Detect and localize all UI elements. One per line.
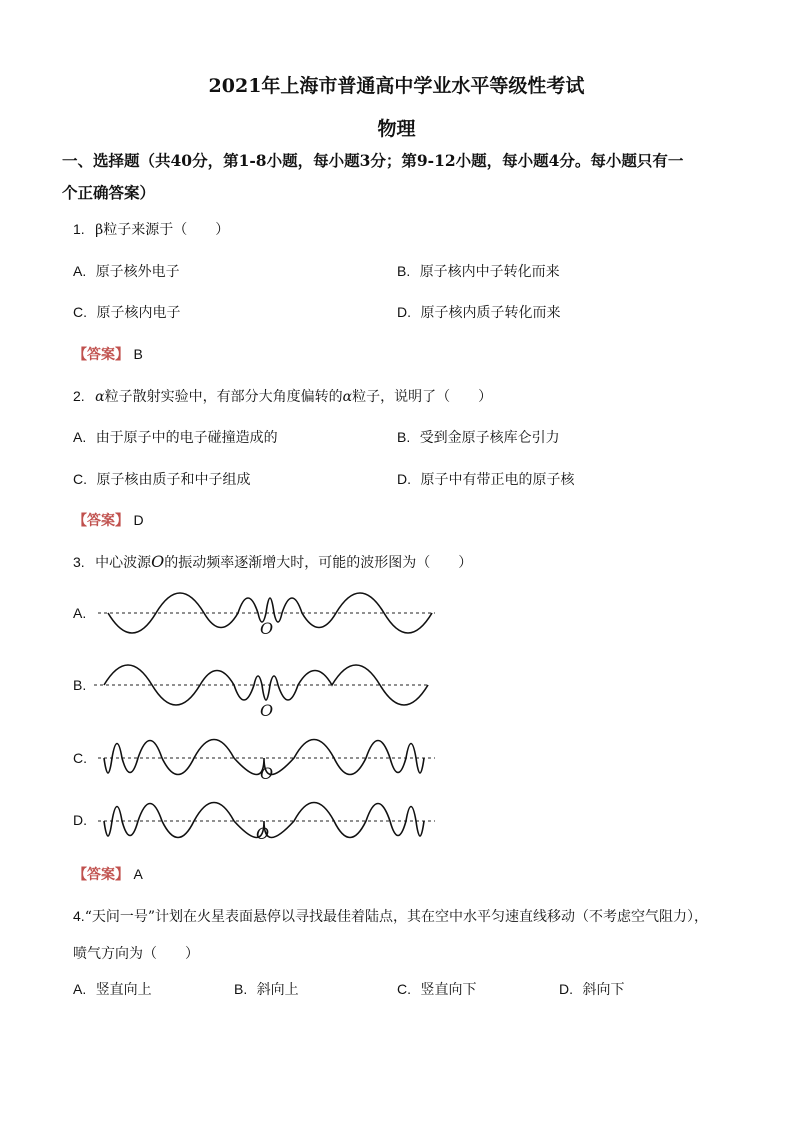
- q2-option-d: D. 原子中有带正电的原子核: [397, 471, 575, 488]
- wave-b-curve: [104, 665, 428, 705]
- wave-c: [98, 740, 435, 784]
- q3-answer: 【答案】 A: [73, 866, 143, 883]
- alpha-symbol: α: [342, 389, 353, 405]
- q1-option-d: D. 原子核内质子转化而来: [397, 304, 561, 321]
- wave-d: [98, 803, 435, 844]
- source-label-b: O: [260, 701, 274, 720]
- question-1: [73, 219, 229, 239]
- question-4-line2: 喷气方向为（ ）: [73, 946, 199, 962]
- q2-option-b: B. 受到金原子核库仑引力: [397, 429, 560, 446]
- question-2: 2. α粒子散射实验中，有部分大角度偏转的α粒子，说明了（ ）: [73, 388, 493, 405]
- q2-option-c: C. 原子核由质子和中子组成: [73, 471, 251, 488]
- exam-title: 2021年上海市普通高中学业水平等级性考试: [208, 75, 585, 97]
- answer-value: B: [133, 346, 143, 362]
- q1-answer: 【答案】 B: [73, 346, 143, 363]
- answer-value: A: [133, 866, 143, 882]
- source-label-a: O: [260, 619, 274, 638]
- section-heading-line1: 一、选择题（共40分，第1-8小题，每小题3分；第9-12小题，每小题4分。每小题只有一: [62, 151, 684, 170]
- q4-option-c: C. 竖直向下: [397, 981, 477, 998]
- q3-option-a-label: A.: [73, 605, 87, 621]
- q3-option-c-label: C.: [73, 750, 87, 766]
- wave-diagrams: [90, 585, 445, 860]
- q4-option-d: D. 斜向下: [559, 981, 625, 998]
- wave-b: [94, 665, 430, 720]
- answer-value: D: [133, 512, 144, 528]
- question-number: 1.: [73, 221, 85, 237]
- q4-option-a: A. 竖直向上: [73, 981, 152, 998]
- source-label-d: O: [256, 824, 270, 843]
- alpha-symbol: α: [95, 389, 105, 405]
- question-text: β粒子来源于（ ）: [95, 222, 230, 238]
- section-heading-line2: 个正确答案）: [62, 183, 156, 202]
- question-number: 2.: [73, 388, 85, 404]
- source-symbol: O: [151, 552, 165, 571]
- q3-option-d-label: D.: [73, 812, 87, 828]
- q1-option-a: A. 原子核外电子: [73, 263, 180, 280]
- source-label-c: O: [260, 764, 274, 783]
- q1-option-b: B. 原子核内中子转化而来: [397, 263, 560, 280]
- q3-option-b-label: B.: [73, 677, 87, 693]
- q1-option-c: C. 原子核内电子: [73, 304, 181, 321]
- question-number: 3.: [73, 554, 85, 570]
- question-4: 4.“天问一号”计划在火星表面悬停以寻找最佳着陆点，其在空中水平匀速直线移动（不考虑空气阻力），: [73, 908, 708, 925]
- question-number: 4.: [73, 908, 85, 924]
- q2-option-a: A. 由于原子中的电子碰撞造成的: [73, 429, 278, 446]
- q2-answer: 【答案】 D: [73, 512, 144, 529]
- q4-option-b: B. 斜向上: [234, 981, 299, 998]
- subject-title: 物理: [377, 118, 416, 140]
- wave-a: [98, 593, 435, 638]
- question-3: 3. 中心波源O的振动频率逐渐增大时，可能的波形图为（ ）: [73, 552, 473, 571]
